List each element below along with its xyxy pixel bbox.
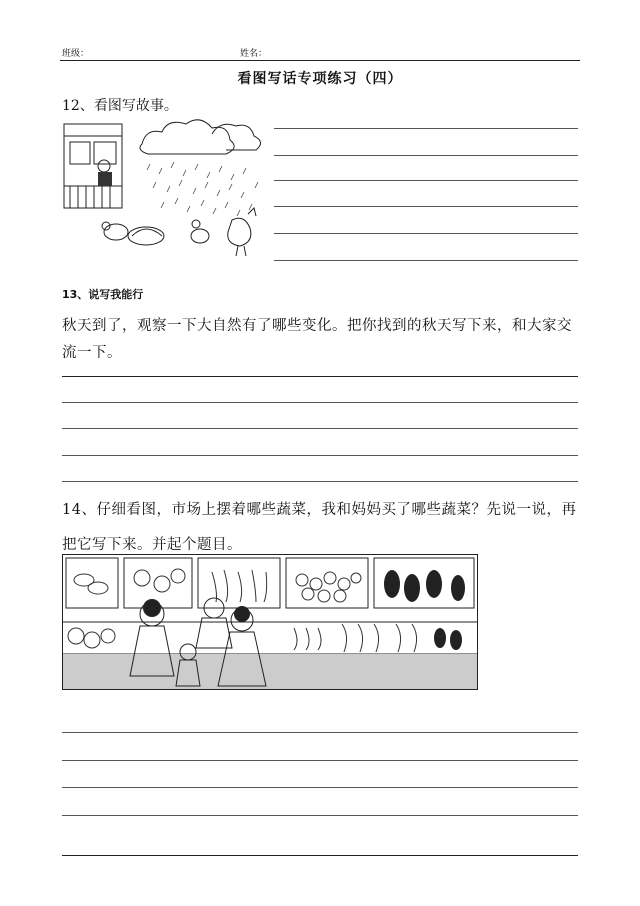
q13-line-3 (62, 428, 578, 429)
q13-line-5 (62, 481, 578, 482)
name-label: 姓名： (240, 49, 268, 59)
q12-line-4 (274, 206, 578, 207)
q13-prompt: 秋天到了，观察一下大自然有了哪些变化。把你找到的秋天写下来，和大家交流一下。 (62, 318, 572, 361)
q12-line-6 (274, 260, 578, 261)
q14-line-2-blank (62, 760, 578, 761)
q12-label: 12、看图写故事。 (62, 98, 178, 114)
q14-line-1-blank (62, 732, 578, 733)
q13-line-1 (62, 376, 578, 377)
header-divider (60, 60, 580, 61)
q12-line-5 (274, 233, 578, 234)
q12-line-2 (274, 155, 578, 156)
q14-line-3-blank (62, 787, 578, 788)
class-label: 班级： (62, 49, 90, 59)
page-title: 看图写话专项练习（四） (237, 71, 403, 87)
q12-line-1 (274, 128, 578, 129)
q13-line-2 (62, 402, 578, 403)
q14-line-2: 把它写下来。并起个题目。 (62, 537, 242, 553)
q12-illustration (62, 114, 274, 266)
q13-label: 13、说写我能行 (62, 288, 144, 301)
q14-line-1: 14、仔细看图，市场上摆着哪些蔬菜，我和妈妈买了哪些蔬菜？先说一说，再 (62, 502, 577, 518)
q14-market-illustration (62, 554, 478, 690)
q14-line-4-blank (62, 815, 578, 816)
q12-line-3 (274, 180, 578, 181)
q13-line-4 (62, 455, 578, 456)
footer-divider (62, 855, 578, 856)
